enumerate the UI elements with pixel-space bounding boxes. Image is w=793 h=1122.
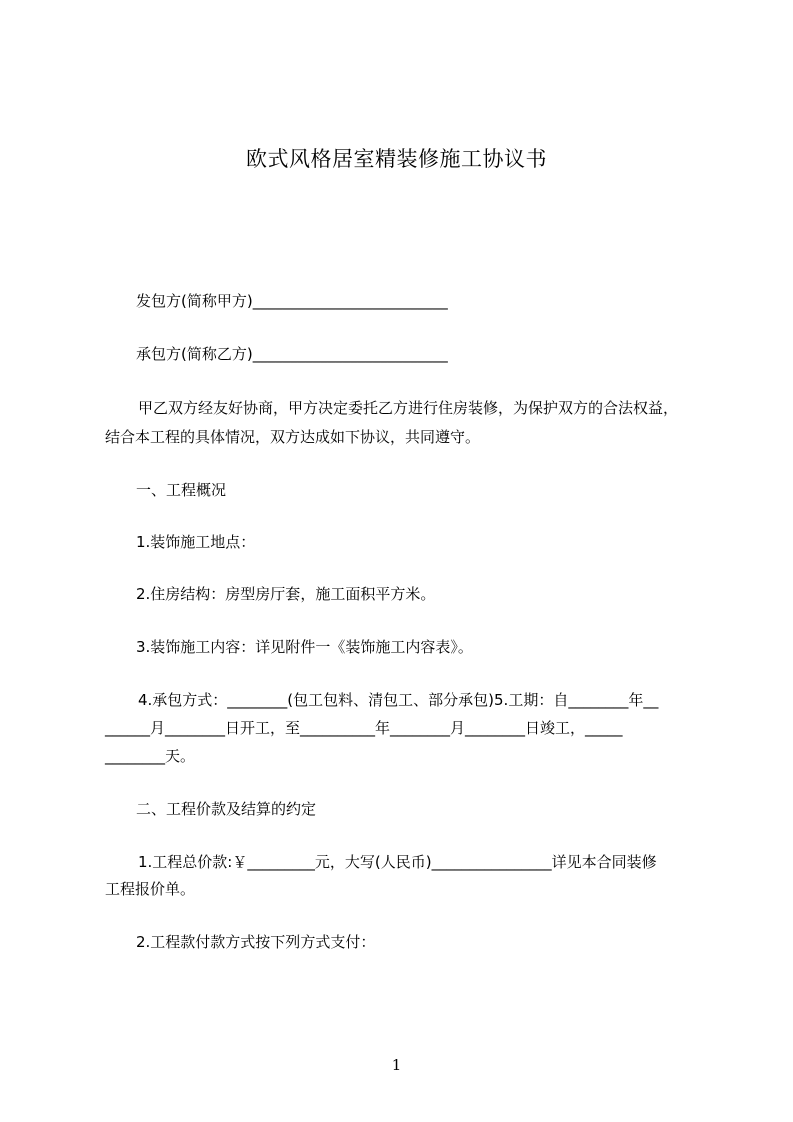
item-1-4-line-1: 4.承包方式：________(包工包料、清包工、部分承包)5.工期：自________年__ [138,691,659,709]
item-1-4-line-3: ________天。 [105,747,196,765]
item-2-1-line-2: 工程报价单。 [105,880,196,898]
item-2-1-line-1: 1.工程总价款:￥_________元，大写(人民币)________________详见本合同装修 [138,853,657,871]
item-1-1: 1.装饰施工地点： [136,533,256,551]
item-2-2: 2.工程款付款方式按下列方式支付： [136,933,376,951]
item-1-3: 3.装饰施工内容：详见附件一《装饰施工内容表》。 [136,638,473,656]
page-number: 1 [391,1056,402,1074]
item-1-4-line-2: ______月________日开工，至__________年________月________日竣工，_____ [105,719,623,737]
intro-line-1: 甲乙双方经友好协商，甲方决定委托乙方进行住房装修，为保护双方的合法权益， [138,399,679,417]
item-1-2: 2.住房结构：房型房厅套，施工面积平方米。 [136,585,436,603]
party-b-line: 承包方(简称乙方)__________________________ [136,345,448,363]
section-1-heading: 一、工程概况 [136,481,227,499]
intro-line-2: 结合本工程的具体情况，双方达成如下协议，共同遵守。 [105,428,481,446]
party-a-line: 发包方(简称甲方)__________________________ [136,292,448,310]
section-2-heading: 二、工程价款及结算的约定 [136,800,317,818]
document-title: 欧式风格居室精装修施工协议书 [246,147,547,171]
